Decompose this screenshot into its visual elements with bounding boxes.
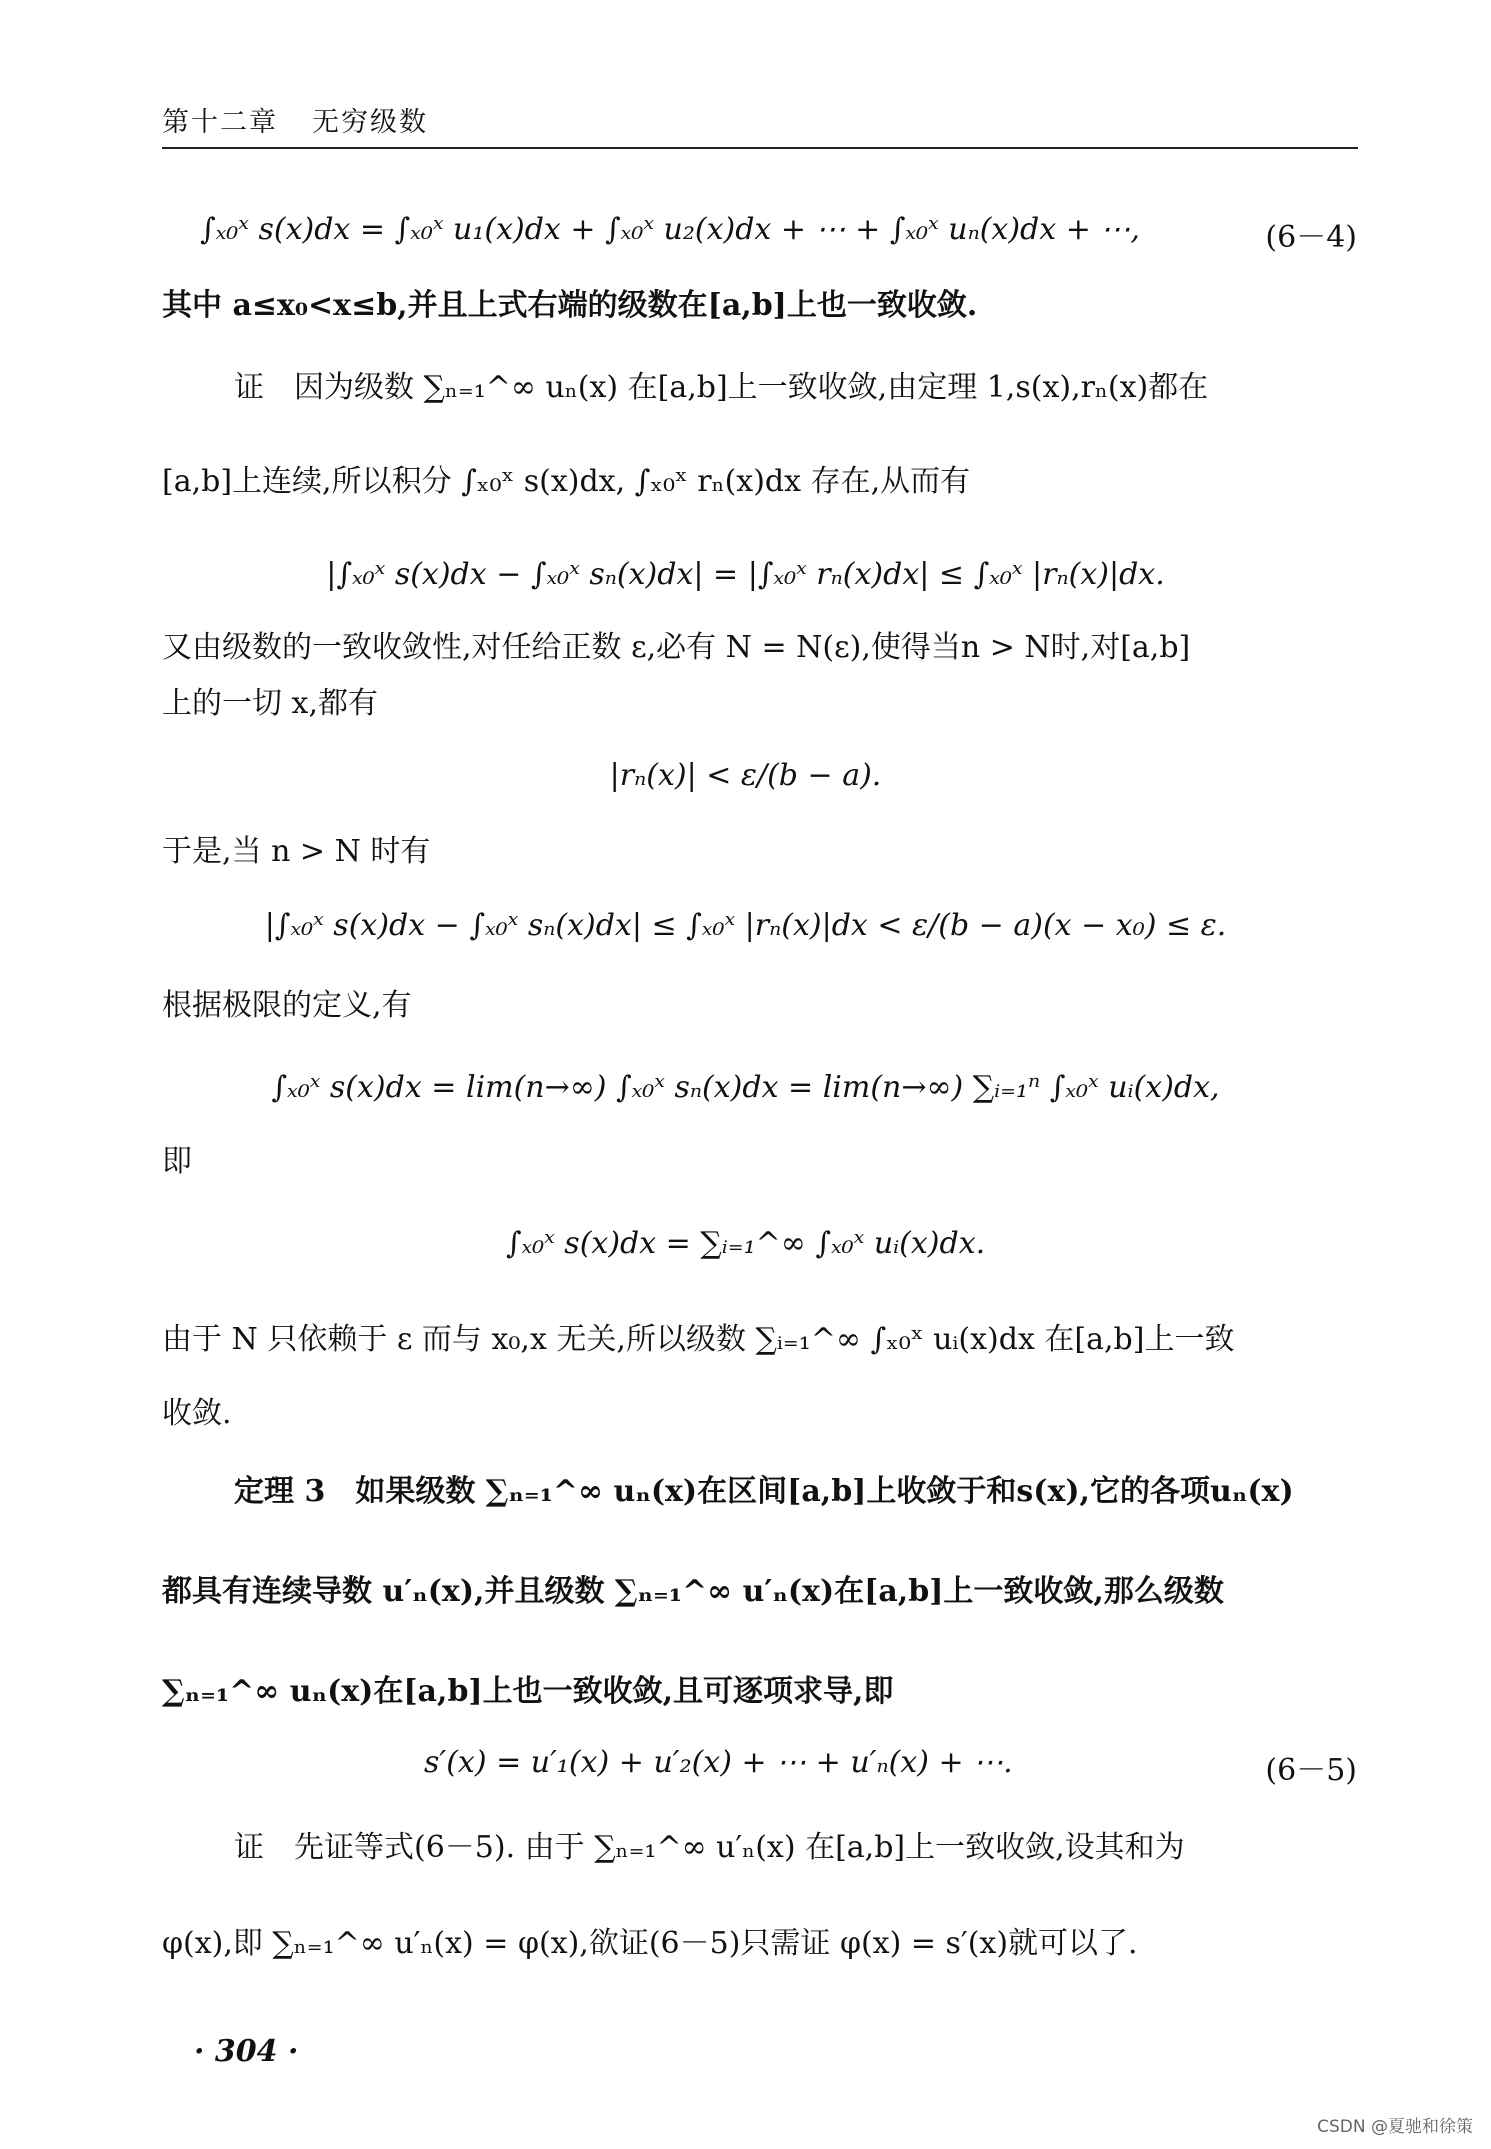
text-line: φ(x),即 ∑ₙ₌₁^∞ u′ₙ(x) = φ(x),欲证(6－5)只需证 φ(x) = s′(x)就可以了. <box>162 1926 1138 1961</box>
text-line: 又由级数的一致收敛性,对任给正数 ε,必有 N = N(ε),使得当n > N时,对[a,b] <box>162 630 1191 665</box>
formula-series-integral: ∫ₓ₀ˣ s(x)dx = ∑ᵢ₌₁^∞ ∫ₓ₀ˣ uᵢ(x)dx. <box>505 1226 986 1261</box>
page-number: · 304 · <box>194 2034 299 2069</box>
formula-6-4: ∫ₓ₀ˣ s(x)dx = ∫ₓ₀ˣ u₁(x)dx + ∫ₓ₀ˣ u₂(x)dx + ⋯ + ∫ₓ₀ˣ uₙ(x)dx + ⋯, <box>200 212 1140 247</box>
text-line: 上的一切 x,都有 <box>162 686 378 721</box>
formula-inequality: |∫ₓ₀ˣ s(x)dx − ∫ₓ₀ˣ sₙ(x)dx| = |∫ₓ₀ˣ rₙ(x)dx| ≤ ∫ₓ₀ˣ |rₙ(x)|dx. <box>326 557 1165 592</box>
header-rule <box>162 147 1358 149</box>
text-line: 根据极限的定义,有 <box>162 988 412 1023</box>
text-line: 收敛. <box>162 1396 232 1431</box>
equation-number-6-4: (6－4) <box>1265 220 1357 255</box>
theorem-3-line: 都具有连续导数 u′ₙ(x),并且级数 ∑ₙ₌₁^∞ u′ₙ(x)在[a,b]上一致收敛,那么级数 <box>162 1574 1224 1609</box>
theorem-3-line: ∑ₙ₌₁^∞ uₙ(x)在[a,b]上也一致收敛,且可逐项求导,即 <box>162 1674 894 1709</box>
formula-rn-bound: |rₙ(x)| < ε/(b − a). <box>609 758 882 793</box>
formula-6-5: s′(x) = u′₁(x) + u′₂(x) + ⋯ + u′ₙ(x) + ⋯. <box>424 1745 1013 1780</box>
equation-number-6-5: (6－5) <box>1265 1753 1357 1788</box>
proof-line: 证 因为级数 ∑ₙ₌₁^∞ uₙ(x) 在[a,b]上一致收敛,由定理 1,s(x),rₙ(x)都在 <box>234 370 1209 405</box>
running-header <box>162 100 428 139</box>
text-line: 于是,当 n > N 时有 <box>162 834 431 869</box>
watermark: CSDN @夏驰和徐策 <box>1317 2117 1473 2137</box>
text-line: 其中 a≤x₀<x≤b,并且上式右端的级数在[a,b]上也一致收敛. <box>162 288 978 323</box>
text-line: 由于 N 只依赖于 ε 而与 x₀,x 无关,所以级数 ∑ᵢ₌₁^∞ ∫ₓ₀ˣ uᵢ(x)dx 在[a,b]上一致 <box>162 1322 1235 1357</box>
text-line: [a,b]上连续,所以积分 ∫ₓ₀ˣ s(x)dx, ∫ₓ₀ˣ rₙ(x)dx 存在,从而有 <box>162 464 971 499</box>
formula-limit: ∫ₓ₀ˣ s(x)dx = lim(n→∞) ∫ₓ₀ˣ sₙ(x)dx = lim(n→∞) ∑ᵢ₌₁ⁿ ∫ₓ₀ˣ uᵢ(x)dx, <box>271 1070 1220 1105</box>
chapter-title: 无穷级数 <box>312 107 428 138</box>
text-line: 即 <box>162 1144 192 1179</box>
chapter-label: 第十二章 <box>162 107 278 138</box>
proof-line: 证 先证等式(6－5). 由于 ∑ₙ₌₁^∞ u′ₙ(x) 在[a,b]上一致收敛,设其和为 <box>234 1830 1185 1865</box>
theorem-3-statement: 定理 3 如果级数 ∑ₙ₌₁^∞ uₙ(x)在区间[a,b]上收敛于和s(x),它的各项uₙ(x) <box>234 1474 1294 1509</box>
formula-estimate: |∫ₓ₀ˣ s(x)dx − ∫ₓ₀ˣ sₙ(x)dx| ≤ ∫ₓ₀ˣ |rₙ(x)|dx < ε/(b − a)(x − x₀) ≤ ε. <box>264 908 1227 943</box>
